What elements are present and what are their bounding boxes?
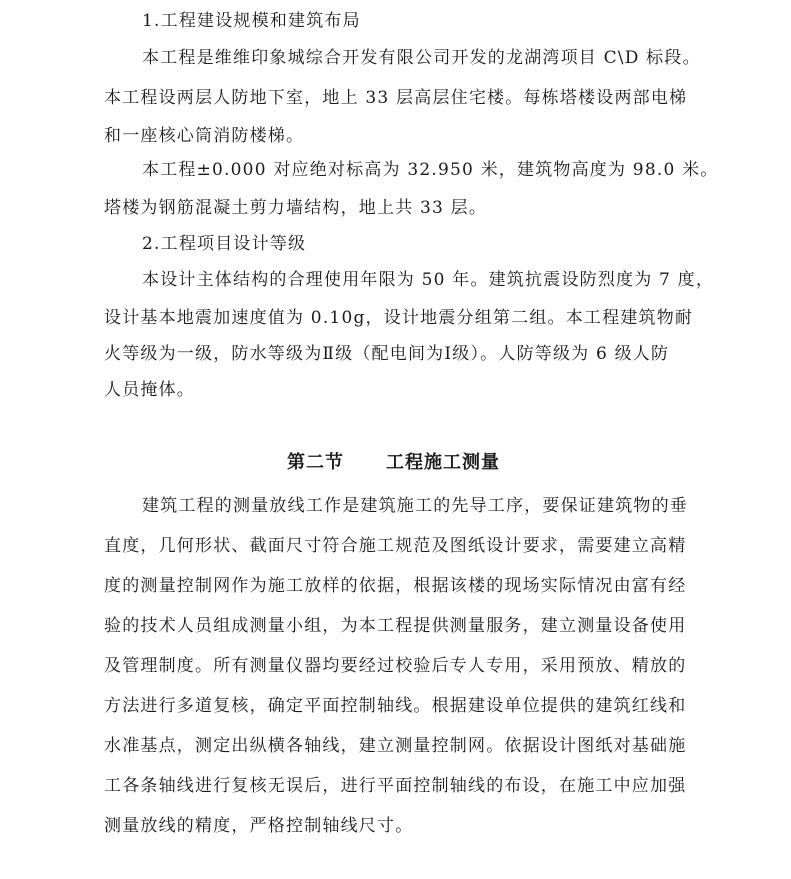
paragraph-line: 本工程设两层人防地下室，地上 33 层高层住宅楼。每栋塔楼设两部电梯 xyxy=(104,88,688,108)
paragraph-line: 水准基点，测定出纵横各轴线，建立测量控制网。依据设计图纸对基础施 xyxy=(104,736,687,756)
paragraph-line: 测量放线的精度，严格控制轴线尺寸。 xyxy=(104,816,414,836)
paragraph-line: 本设计主体结构的合理使用年限为 50 年。建筑抗震设防烈度为 7 度， xyxy=(142,270,715,290)
paragraph-line: 直度，几何形状、截面尺寸符合施工规范及图纸设计要求，需要建立高精 xyxy=(104,536,687,556)
paragraph-line: 本工程是维维印象城综合开发有限公司开发的龙湖湾项目 C\D 标段。 xyxy=(142,48,701,68)
section-number: 第二节 xyxy=(287,452,344,473)
paragraph-line: 验的技术人员组成测量小组，为本工程提供测量服务，建立测量设备使用 xyxy=(104,616,687,636)
paragraph-line: 火等级为一级，防水等级为Ⅱ级（配电间为Ⅰ级）。人防等级为 6 级人防 xyxy=(104,344,670,364)
paragraph-line: 工各条轴线进行复核无误后，进行平面控制轴线的布设，在施工中应加强 xyxy=(104,776,687,796)
subheading-scale-layout: 1.工程建设规模和建筑布局 xyxy=(142,11,361,31)
paragraph-line: 度的测量控制网作为施工放样的依据，根据该楼的现场实际情况由富有经 xyxy=(104,576,687,596)
paragraph-line: 方法进行多道复核，确定平面控制轴线。根据建设单位提供的建筑红线和 xyxy=(104,696,687,716)
paragraph-line: 建筑工程的测量放线工作是建筑施工的先导工序，要保证建筑物的垂 xyxy=(142,496,688,516)
paragraph-line: 和一座核心筒消防楼梯。 xyxy=(104,126,305,146)
subheading-design-grade: 2.工程项目设计等级 xyxy=(142,234,307,254)
paragraph-line: 人员掩体。 xyxy=(104,380,195,400)
paragraph-line: 及管理制度。所有测量仪器均要经过校验后专人专用，采用预放、精放的 xyxy=(104,656,687,676)
paragraph-line: 本工程±0.000 对应绝对标高为 32.950 米，建筑物高度为 98.0 米。 xyxy=(142,160,719,180)
section-title: 工程施工测量 xyxy=(386,452,500,473)
paragraph-line: 塔楼为钢筋混凝土剪力墙结构，地上共 33 层。 xyxy=(104,198,488,218)
paragraph-line: 设计基本地震加速度值为 0.10g，设计地震分组第二组。本工程建筑物耐 xyxy=(104,308,694,328)
